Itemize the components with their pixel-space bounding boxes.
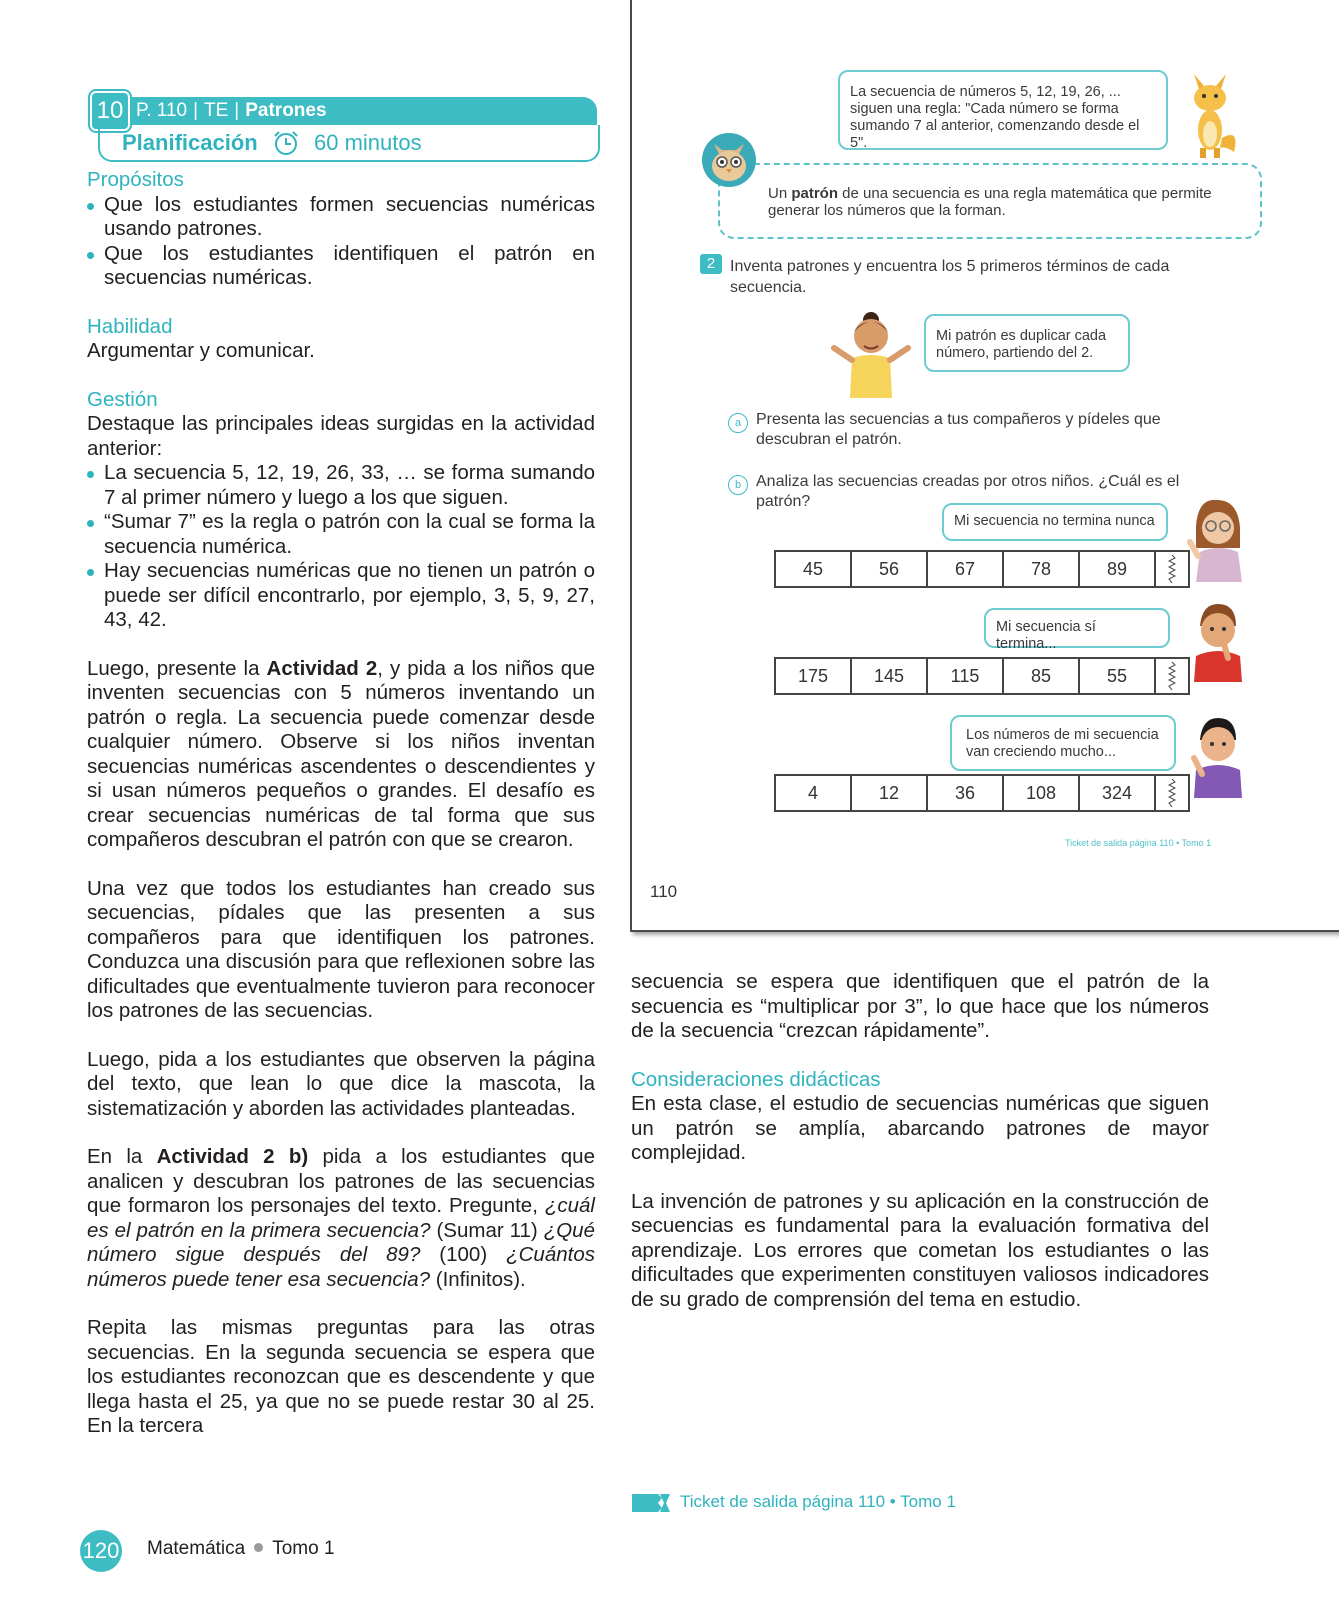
paragraph: Luego, pida a los estudiantes que observen la página del texto, que lean lo que dice la mascota, la sistematización y aborden las actividades planteadas.: [87, 1047, 595, 1120]
item-b-text: Analiza las secuencias creadas por otros niños. ¿Cuál es el patrón?: [756, 473, 1180, 510]
paragraph: Una vez que todos los estudiantes han creado sus secuencias, pídales que las presenten a sus compañeros para que identifiquen los patrones. Conduzca una discusión para que reflexionen sobre las dificultades que eventualmente tuvieron para reconocer los patrones de las secuencias.: [87, 876, 595, 1022]
sequence-cell: 115: [928, 659, 1004, 693]
owl-mascot-icon: [700, 132, 758, 188]
gestion-list: [87, 461, 595, 633]
habilidad-heading: Habilidad: [87, 314, 173, 338]
paragraph: En la Actividad 2 b) pida a los estudiantes que analicen y descubran los patrones de las secuencias que formaron los personajes del texto. Pregunte, ¿cuál es el patrón en la primera secuencia? (Sumar 11) ¿Qué número sigue después del 89? (100) ¿Cuántos números puede tener esa secuencia? (Infinitos).: [87, 1145, 595, 1291]
gestion-intro: Destaque las principales ideas surgidas en la actividad anterior:: [87, 412, 595, 460]
girl-illustration-icon: [826, 306, 916, 398]
sequence-cell: 55: [1080, 659, 1156, 693]
sequence-cell: 145: [852, 659, 928, 693]
tomo-label: Tomo 1: [272, 1538, 335, 1559]
seq3-speech-bubble: Los números de mi secuencia van creciendo mucho...: [950, 715, 1176, 771]
paragraph: La invención de patrones y su aplicación en la construcción de secuencias es fundamental para la evaluación formativa del aprendizaje. Los errores que cometan los estudiantes o las dificultades que experimenten constituyen valiosos indicadores de su grado de comprensión del tema en estudio.: [631, 1189, 1209, 1311]
planning-title: Planificación: [122, 130, 258, 155]
separator-dot: [254, 1543, 263, 1552]
paragraph: secuencia se espera que identifiquen que el patrón de la secuencia es “multiplicar por 3”, lo que hace que los números de la secuencia “crezcan rápidamente”.: [631, 970, 1209, 1042]
item-b-label: b: [728, 475, 748, 495]
paragraph: Luego, presente la Actividad 2, y pida a los niños que inventen secuencias con 5 números inventando un patrón o regla. La secuencia puede comenzar desde cualquier número. Observe si los niños inventan secuencias numéricas ascendentes o descendientes y si usan números pequeños o grandes. El desafío es crear secuencias numéricas de tal forma que sus compañeros descubran el patrón con que se crearon.: [87, 656, 595, 851]
zigzag-cut-icon: [1168, 779, 1176, 807]
seq1-speech-bubble: Mi secuencia no termina nunca: [942, 503, 1168, 541]
habilidad-text: Argumentar y comunicar.: [87, 339, 315, 362]
sequence-cell: 324: [1080, 776, 1156, 810]
list-item: La secuencia 5, 12, 19, 26, 33, … se forma sumando 7 al primer número y luego a los que siguen.: [87, 461, 595, 510]
ticket-icon: [632, 1494, 670, 1512]
paragraph: Repita las mismas preguntas para las otras secuencias. En la segunda secuencia se espera que los estudiantes reconozcan que es descendente y que llega hasta el 25, ya que no se puede restar 30 al 25. En la tercera: [87, 1316, 595, 1437]
textbook-ticket-note: Ticket de salida página 110 • Tomo 1: [1065, 838, 1212, 848]
propositos-heading: Propósitos: [87, 168, 184, 191]
list-item: Que los estudiantes identifiquen el patrón en secuencias numéricas.: [87, 242, 595, 291]
lesson-number: 10: [90, 91, 130, 131]
sequence-cell: 89: [1080, 552, 1156, 586]
gestion-heading: Gestión: [87, 387, 158, 411]
sequence-cell: 36: [928, 776, 1004, 810]
zigzag-cut-icon: [1168, 662, 1176, 690]
girl-speech-bubble: Mi patrón es duplicar cada número, partiendo del 2.: [924, 314, 1130, 372]
header-ref: P. 110 | TE | Patrones: [136, 100, 327, 121]
consideraciones-heading: Consideraciones didácticas: [631, 1067, 881, 1091]
boy-pointing-icon: [1188, 714, 1248, 798]
boy-thinking-icon: [1188, 600, 1248, 682]
girl-with-glasses-icon: [1184, 496, 1250, 582]
sequence-cell: 12: [852, 776, 928, 810]
sequence-cell: 175: [776, 659, 852, 693]
sequence-cell: 56: [852, 552, 928, 586]
sequence-cell: 4: [776, 776, 852, 810]
sequence-cell: 67: [928, 552, 1004, 586]
fox-mascot-icon: [1180, 68, 1240, 160]
sequence-cell: 78: [1004, 552, 1080, 586]
footer-book-info: [147, 1538, 335, 1560]
list-item: “Sumar 7” es la regla o patrón con la cual se forma la secuencia numérica.: [87, 510, 595, 559]
paragraph: En esta clase, el estudio de secuencias numéricas que siguen un patrón se amplía, abarcando patrones de mayor complejidad.: [631, 1092, 1209, 1164]
sequence-3: [774, 774, 1190, 812]
sequence-cell: 85: [1004, 659, 1080, 693]
textbook-page-number: 110: [650, 882, 678, 901]
list-item: Hay secuencias numéricas que no tienen un patrón o puede ser difícil encontrarlo, por ejemplo, 3, 5, 9, 27, 43, 42.: [87, 559, 595, 633]
propositos-list: [87, 193, 595, 291]
page-number: 120: [80, 1530, 122, 1572]
sequence-cell: 45: [776, 552, 852, 586]
sequence-cell: 108: [1004, 776, 1080, 810]
book-name: Matemática: [147, 1538, 246, 1559]
item-a-text: Presenta las secuencias a tus compañeros y pídeles que descubran el patrón.: [756, 411, 1161, 448]
page-ref: P. 110: [136, 100, 188, 121]
duration-label: 60 minutos: [314, 130, 422, 155]
sequence-cell-cut: [1156, 776, 1188, 810]
definition-box: Un patrón de una secuencia es una regla matemática que permite generar los números que la forman.: [718, 163, 1262, 239]
ticket-reference: Ticket de salida página 110 • Tomo 1: [680, 1492, 956, 1511]
left-column: [87, 168, 595, 1439]
item-a-label: a: [728, 413, 748, 433]
te-label: TE: [204, 100, 229, 121]
question-text: Inventa patrones y encuentra los 5 primeros términos de cada secuencia.: [730, 258, 1170, 296]
clock-icon: [272, 130, 300, 156]
textbook-page: [630, 0, 1339, 932]
right-column: [631, 970, 1209, 1312]
question-number: 2: [700, 254, 722, 274]
sequence-cell-cut: [1156, 552, 1188, 586]
fox-speech-bubble: La secuencia de números 5, 12, 19, 26, ... siguen una regla: "Cada número se forma sumando 7 al anterior, comenzando desde el 5".: [838, 70, 1168, 150]
sequence-cell-cut: [1156, 659, 1188, 693]
list-item: Que los estudiantes formen secuencias numéricas usando patrones.: [87, 193, 595, 242]
topic-label: Patrones: [245, 100, 327, 121]
seq2-speech-bubble: Mi secuencia sí termina...: [984, 608, 1170, 648]
sequence-2: [774, 657, 1190, 695]
sequence-1: [774, 550, 1190, 588]
zigzag-cut-icon: [1168, 555, 1176, 583]
